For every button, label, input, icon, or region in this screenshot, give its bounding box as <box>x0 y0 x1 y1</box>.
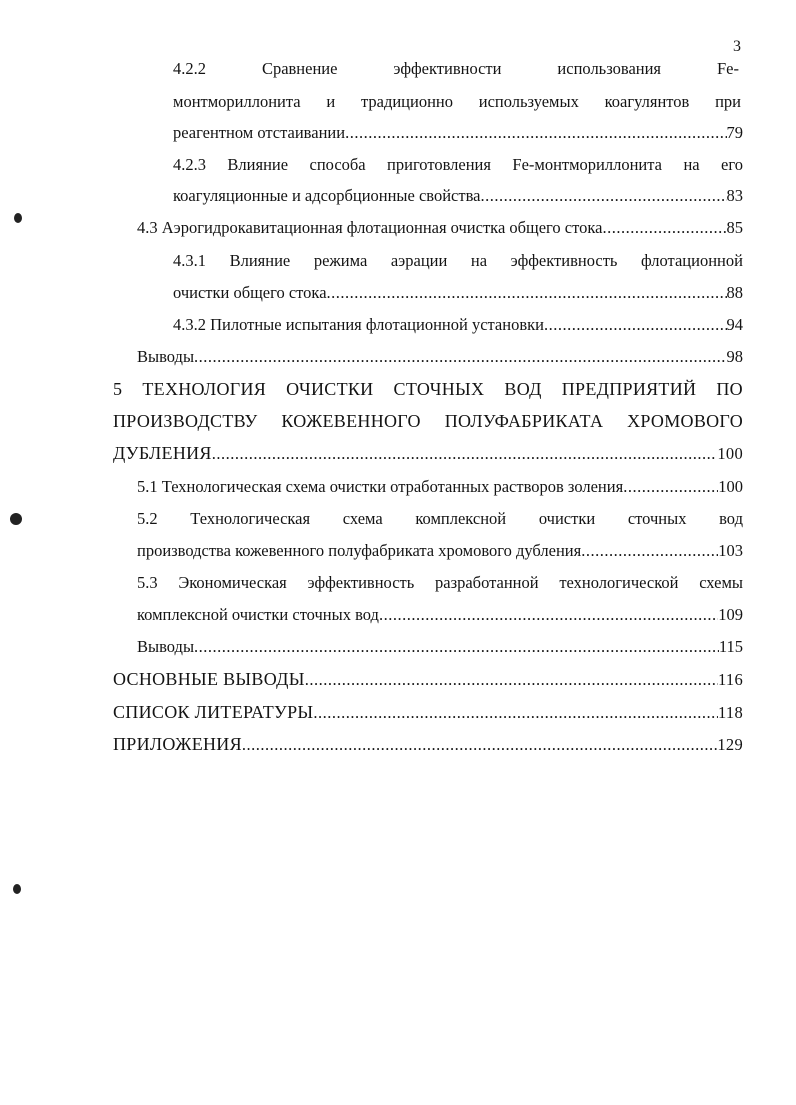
toc-entry-title: Выводы <box>137 637 195 656</box>
toc-entry-title: комплексной очистки сточных вод <box>137 605 379 624</box>
toc-word: приготовления <box>387 155 491 174</box>
toc-word: Fe- <box>716 59 739 78</box>
toc-word: монтмориллонита <box>173 92 301 111</box>
toc-word: сточных <box>627 509 687 528</box>
page-number: 3 <box>733 38 741 55</box>
toc-word: 5.2 <box>137 509 158 528</box>
toc-word: эффективность <box>307 573 415 592</box>
toc-entry-title: коагуляционные и адсорбционные свойства <box>173 186 481 205</box>
toc-word: ПО <box>716 379 743 399</box>
toc-word: 4.2.3 <box>173 155 206 174</box>
toc-entry-title: ПРИЛОЖЕНИЯ <box>113 734 242 754</box>
toc-word: очистки <box>538 509 596 528</box>
toc-word: эффективности <box>393 59 502 78</box>
toc-entry-conclusions-4 <box>137 346 743 368</box>
toc-entry-title: очистки общего стока <box>173 283 327 302</box>
toc-word: вод <box>719 509 743 528</box>
toc-entry-5-2-line1 <box>137 508 743 530</box>
toc-page-number: 85 <box>726 218 743 237</box>
toc-entry-conclusions-5 <box>137 636 743 658</box>
toc-word: флотационной <box>641 251 743 270</box>
toc-entry-title: ОСНОВНЫЕ ВЫВОДЫ <box>113 669 305 689</box>
toc-entry-5-2-line2 <box>137 540 743 562</box>
toc-page-number: 103 <box>718 541 743 560</box>
toc-entry-4-3 <box>137 217 743 239</box>
toc-word: на <box>683 155 700 174</box>
dot-leader <box>212 443 718 464</box>
toc-word: Сравнение <box>261 59 338 78</box>
toc-word: технологической <box>559 573 679 592</box>
toc-page-number: 100 <box>717 444 743 463</box>
toc-entry-4-2-3-line1 <box>173 154 743 176</box>
toc-word: Экономическая <box>178 573 287 592</box>
toc-word: способа <box>309 155 366 174</box>
toc-word: при <box>715 92 741 111</box>
toc-page-number: 129 <box>717 735 743 754</box>
toc-page-number: 109 <box>718 605 743 624</box>
toc-page-number: 83 <box>726 186 743 205</box>
toc-page-number: 98 <box>726 347 743 366</box>
toc-entry-appendices <box>113 733 743 755</box>
toc-word: ПОЛУФАБРИКАТА <box>444 411 604 431</box>
toc-page-number: 118 <box>717 703 743 722</box>
dot-leader <box>313 702 718 723</box>
punch-hole-mark <box>14 213 22 223</box>
punch-hole-mark <box>10 513 22 525</box>
toc-entry-title: производства кожевенного полуфабриката хромового дубления <box>137 541 582 560</box>
punch-hole-mark <box>13 884 21 894</box>
toc-word: КОЖЕВЕННОГО <box>281 411 421 431</box>
toc-entry-5-1 <box>137 476 743 498</box>
toc-word: 4.2.2 <box>173 59 206 78</box>
dot-leader <box>480 185 726 207</box>
toc-word: разработанной <box>435 573 539 592</box>
toc-page-number: 116 <box>717 670 743 689</box>
toc-entry-title: 4.3 Аэрогидрокавитационная флотационная очистка общего стока <box>137 218 603 237</box>
dot-leader <box>379 604 718 626</box>
toc-word: ОЧИСТКИ <box>286 379 374 399</box>
toc-word: ПРОИЗВОДСТВУ <box>113 411 258 431</box>
toc-page-number: 100 <box>718 477 743 496</box>
toc-entry-4-2-3-line2 <box>173 185 743 207</box>
toc-entry-chapter-5-line3 <box>113 442 743 464</box>
toc-page-number: 94 <box>726 315 743 334</box>
toc-entry-4-2-2-line3 <box>173 122 743 144</box>
dot-leader <box>602 217 726 239</box>
dot-leader <box>544 314 727 336</box>
toc-entry-4-2-2-line1 <box>173 58 739 80</box>
dot-leader <box>327 282 727 304</box>
toc-word: ТЕХНОЛОГИЯ <box>142 379 267 399</box>
toc-entry-references <box>113 701 743 723</box>
toc-word: 5.3 <box>137 573 158 592</box>
toc-word: Влияние <box>227 155 289 174</box>
toc-entry-main-conclusions <box>113 668 743 690</box>
dot-leader <box>194 636 719 658</box>
toc-word: комплексной <box>415 509 507 528</box>
toc-word: традиционно <box>360 92 453 111</box>
dot-leader <box>623 476 718 498</box>
toc-entry-title: Выводы <box>137 347 195 366</box>
toc-entry-title: реагентном отстаивании <box>173 123 346 142</box>
toc-word: 5 <box>113 379 123 399</box>
toc-word: СТОЧНЫХ <box>393 379 485 399</box>
toc-word: ПРЕДПРИЯТИЙ <box>561 379 697 399</box>
toc-word: 4.3.1 <box>173 251 206 270</box>
toc-entry-4-2-2-line2 <box>173 91 741 113</box>
dot-leader <box>345 122 726 144</box>
toc-entry-title: 4.3.2 Пилотные испытания флотационной установки <box>173 315 544 334</box>
toc-word: на <box>470 251 488 270</box>
toc-entry-title: 5.1 Технологическая схема очистки отработанных растворов золения <box>137 477 624 496</box>
toc-word: режима <box>313 251 368 270</box>
toc-page-number: 88 <box>726 283 743 302</box>
toc-word: схема <box>342 509 383 528</box>
dot-leader <box>581 540 718 562</box>
toc-word: коагулянтов <box>604 92 690 111</box>
toc-entry-title: СПИСОК ЛИТЕРАТУРЫ <box>113 702 314 722</box>
toc-entry-4-3-1-line1 <box>173 250 743 272</box>
dot-leader <box>305 669 718 690</box>
toc-entry-4-3-2 <box>173 314 743 336</box>
toc-word: Влияние <box>229 251 291 270</box>
toc-word: и <box>326 92 336 111</box>
toc-word: используемых <box>478 92 579 111</box>
toc-word: эффективность <box>510 251 618 270</box>
toc-word: его <box>721 155 743 174</box>
toc-word: ВОД <box>504 379 542 399</box>
toc-word: Технологическая <box>190 509 311 528</box>
toc-entry-title: ДУБЛЕНИЯ <box>113 443 212 463</box>
toc-entry-chapter-5-line1 <box>113 378 743 400</box>
toc-word: Fe-монтмориллонита <box>512 155 663 174</box>
dot-leader <box>194 346 726 368</box>
toc-page-number: 79 <box>726 123 743 142</box>
toc-entry-4-3-1-line2 <box>173 282 743 304</box>
dot-leader <box>242 734 717 755</box>
toc-word: схемы <box>699 573 743 592</box>
toc-word: использования <box>557 59 662 78</box>
toc-entry-5-3-line2 <box>137 604 743 626</box>
toc-word: ХРОМОВОГО <box>627 411 743 431</box>
toc-page-number: 115 <box>718 637 743 656</box>
toc-entry-chapter-5-line2 <box>113 410 743 432</box>
toc-word: аэрации <box>390 251 448 270</box>
toc-entry-5-3-line1 <box>137 572 743 594</box>
